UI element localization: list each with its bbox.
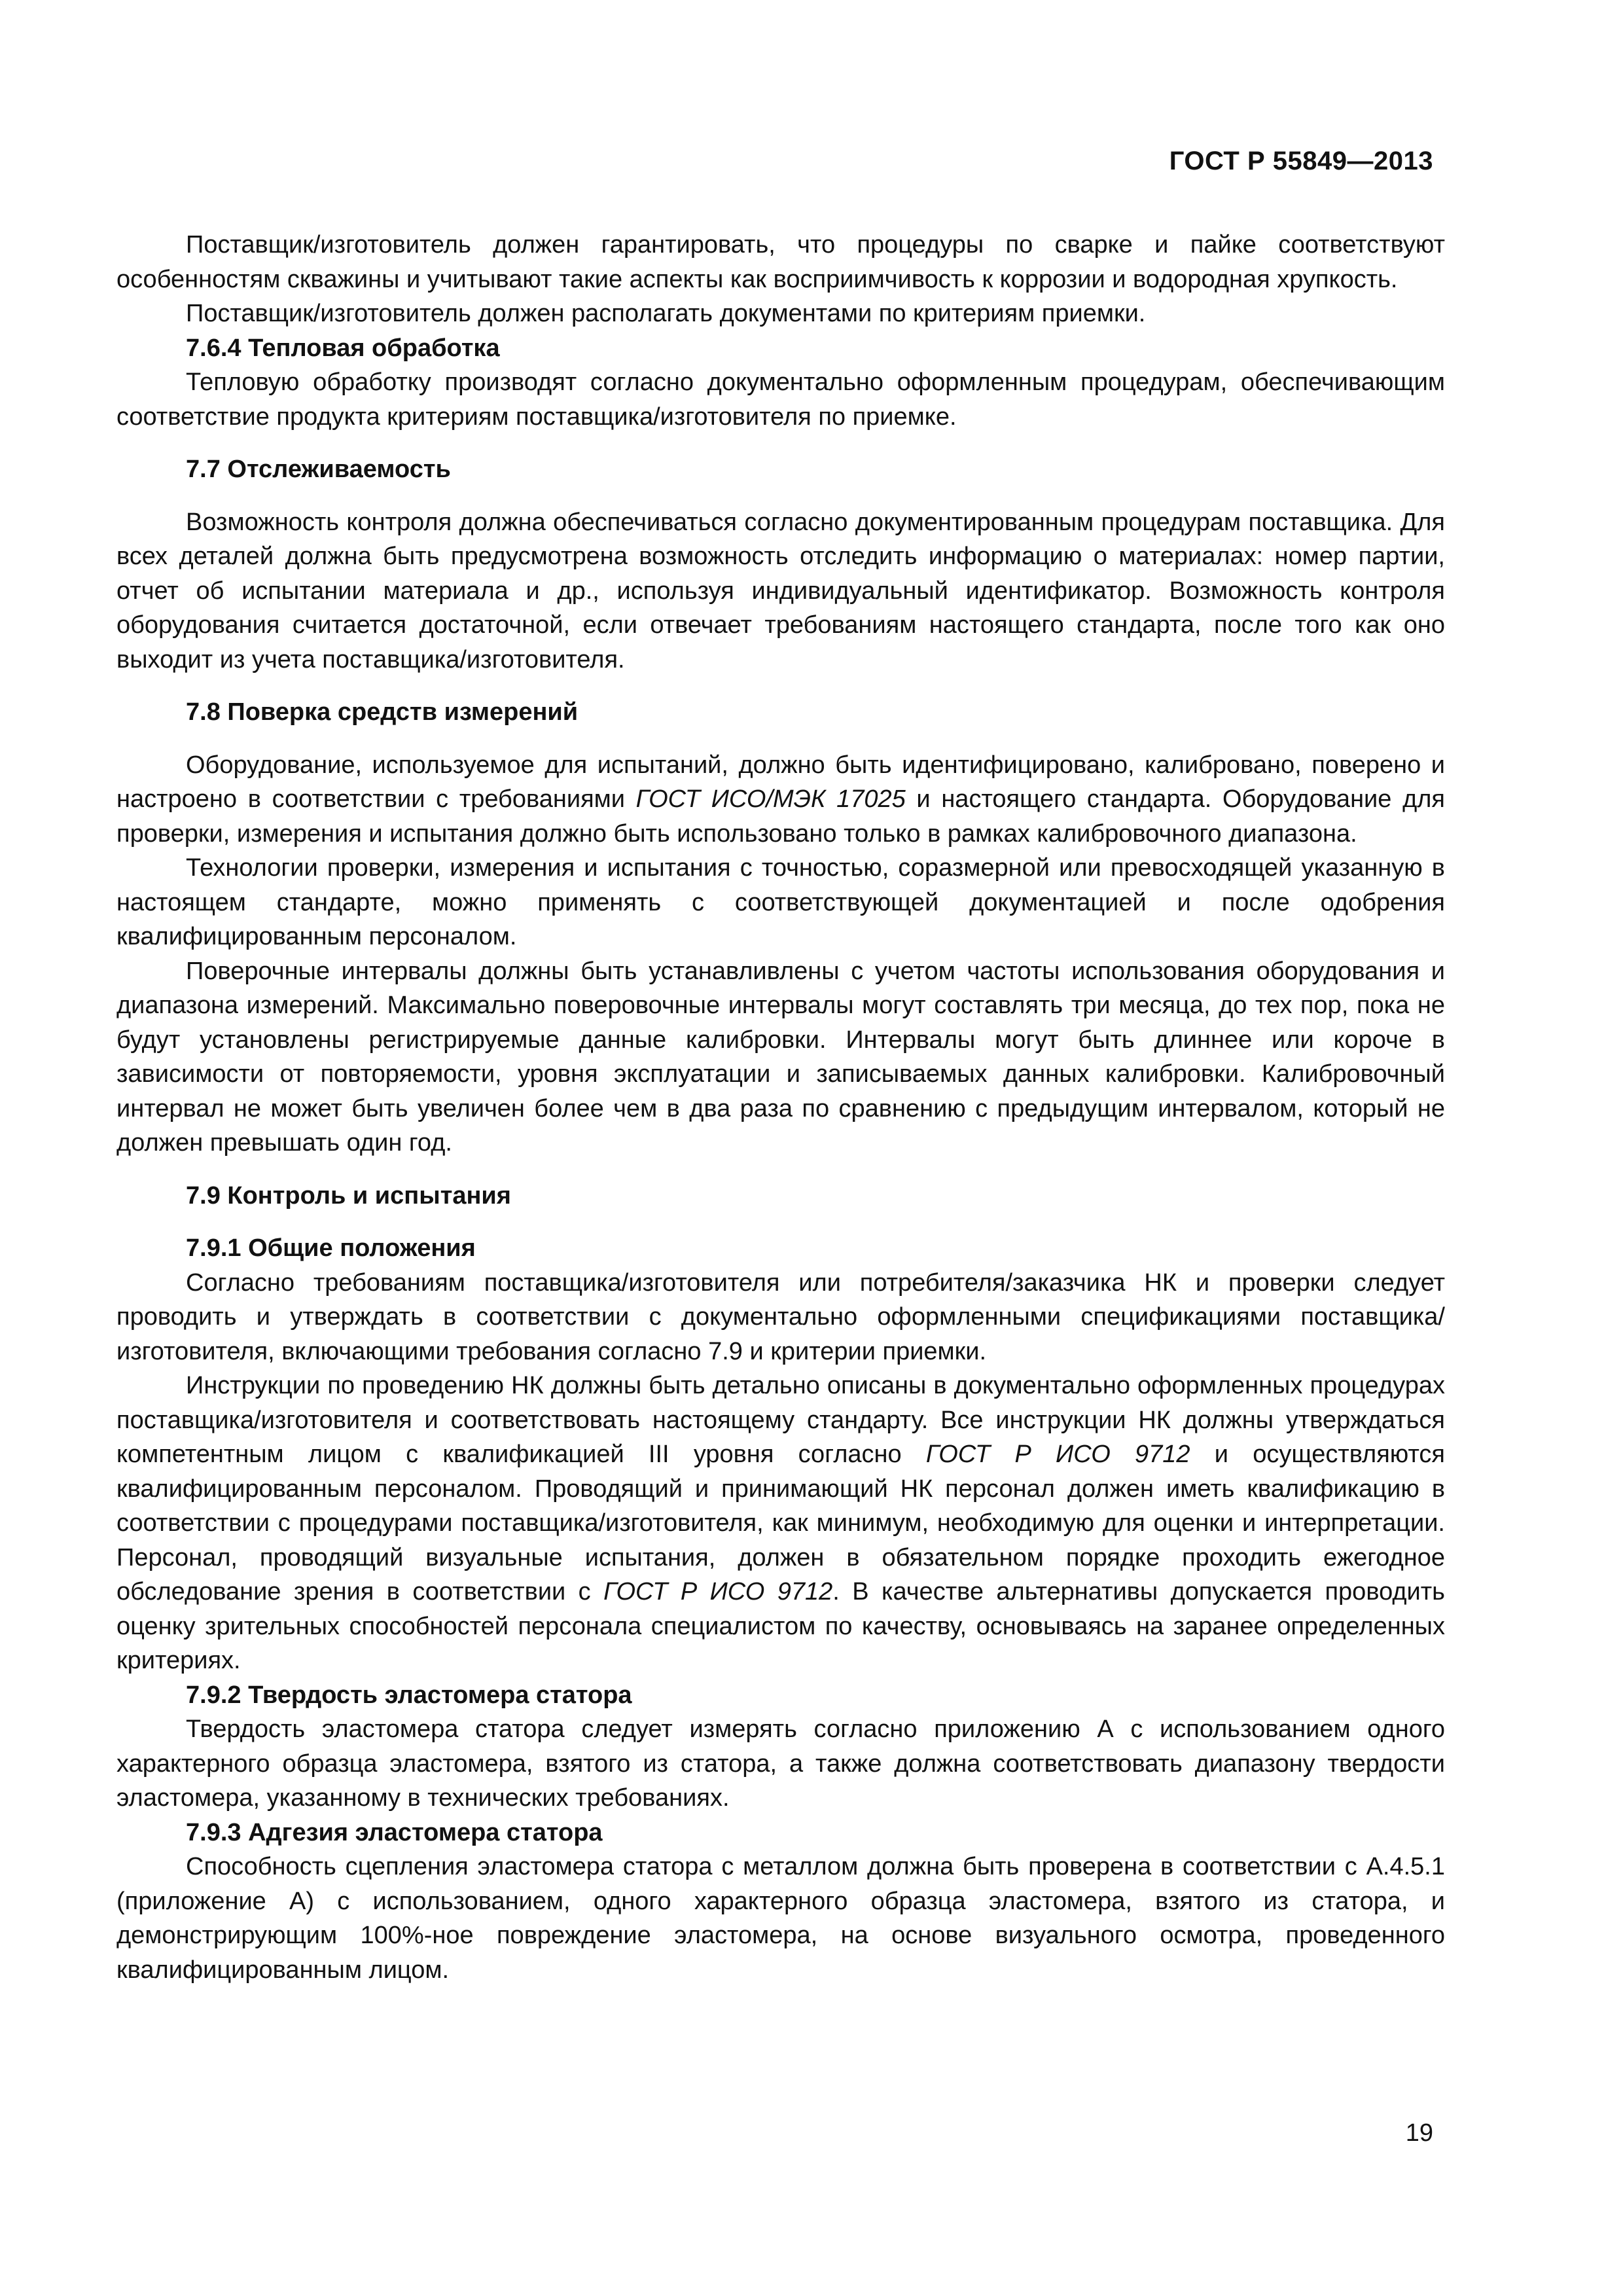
paragraph-calibration-intervals: Поверочные интервалы должны быть устанавливлены с учетом частоты использования оборудования и диапазона измерений. Максимально поверовочные интервалы могут составлять три месяца, до тех пор, пока не будут установлены регистрируемые данные калибровки. Интервалы могут быть длиннее или короче в зависимости от повторяемости, уровня эксплуатации и записываемых данных калибровки. Калибровочный интервал не может быть увеличен более чем в два раза по сравнению с предыдущим интервалом, который не должен превышать один год. [116, 957, 1445, 1157]
page-number: 19 [1405, 2119, 1433, 2147]
standard-reference: ГОСТ ИСО/МЭК 17025 [635, 785, 906, 813]
paragraph-elastomer-hardness: Твердость эластомера статора следует измерять согласно приложению А с использованием одного характерного образца эластомера, взятого из статора, а также должна соответствовать диапазону твердости эластомера, указанному в технических требованиях. [116, 1715, 1445, 1812]
paragraph-equipment-calibration [116, 748, 1445, 852]
heading-7-6-4: 7.6.4 Тепловая обработка [186, 334, 500, 362]
text-run: и настоящего стандарта. Оборудование для проверки, измерения и испытания должно быть использовано только в рамках калибровочного диапазона. [116, 785, 1446, 848]
text-run: Оборудование, используемое для испытаний, должно быть идентифицировано, калибровано, поверено и настроено в соответствии с требованиями [116, 751, 1445, 813]
heading-7-8: 7.8 Поверка средств измерений [186, 698, 579, 726]
heading-7-9-1: 7.9.1 Общие положения [186, 1234, 476, 1262]
paragraph-verification-technologies: Технологии проверки, измерения и испытания с точностью, соразмерной или превосходящей указанную в настоящем стандарте, можно применять с соответствующей документацией и после одобрения квалифицированным персоналом. [116, 854, 1445, 950]
heading-7-9-3: 7.9.3 Адгезия эластомера статора [186, 1818, 603, 1846]
standard-reference: ГОСТ Р ИСО 9712 [603, 1578, 833, 1605]
paragraph-ndt-requirements: Согласно требованиям поставщика/изготовителя или потребителя/заказчика НК и проверки следует проводить и утверждать в соответствии с документально оформленными спецификациями поставщика/изготовителя, включающими требования согласно 7.9 и критерии приемки. [116, 1268, 1445, 1365]
paragraph-acceptance-documents: Поставщик/изготовитель должен располагать документами по критериям приемки. [186, 300, 1146, 327]
heading-7-9-2: 7.9.2 Твердость эластомера статора [186, 1681, 632, 1709]
heading-7-7: 7.7 Отслеживаемость [186, 456, 451, 483]
standard-reference: ГОСТ Р ИСО 9712 [925, 1441, 1190, 1468]
text-run: . В качестве альтернативы допускается проводить оценку зрительных способностей персонала специалистом по качеству, основываясь на заранее определенных критериях. [116, 1578, 1445, 1674]
paragraph-traceability: Возможность контроля должна обеспечиваться согласно документированным процедурам поставщика. Для всех деталей должна быть предусмотрена возможность отследить информацию о материалах: номер партии, отчет об испытании материала и др., используя индивидуальный идентификатор. Возможность контроля оборудования считается достаточной, если отвечает требованиям настоящего стандарта, после того как оно выходит из учета поставщика/изготовителя. [116, 508, 1445, 673]
heading-7-9: 7.9 Контроль и испытания [186, 1181, 511, 1210]
paragraph-welding-procedures: Поставщик/изготовитель должен гарантировать, что процедуры по сварке и пайке соответствуют особенностям скважины и учитывают такие аспекты как восприимчивость к коррозии и водородная хрупкость. [116, 231, 1445, 293]
document-body [116, 228, 1445, 1987]
paragraph-ndt-instructions [116, 1369, 1445, 1678]
text-run: и осуществляются квалифицированным персоналом. Проводящий и принимающий НК персонал должен иметь квалификацию в соответствии с процедурами поставщика/изготовителя, как минимум, необходимую для оценки и интерпретации. Персонал, проводящий визуальные испытания, должен в обязательном порядке проходить ежегодное обследование зрения в соответствии с [116, 1441, 1446, 1605]
paragraph-heat-treatment: Тепловую обработку производят согласно документально оформленным процедурам, обеспечивающим соответствие продукта критериям поставщика/изготовителя по приемке. [116, 368, 1445, 431]
text-run: Инструкции по проведению НК должны быть детально описаны в документально оформленных процедурах поставщика/изготовителя и соответствовать настоящему стандарту. Все инструкции НК должны утверждаться компетентным лицом с квалификацией III уровня согласно [116, 1372, 1445, 1468]
document-standard-id: ГОСТ Р 55849—2013 [1169, 147, 1433, 175]
paragraph-elastomer-adhesion: Способность сцепления эластомера статора с металлом должна быть проверена в соответствии с А.4.5.1 (приложение А) с использованием, одного характерного образца эластомера, взятого из статора, и демонстрирующим 100%-ное повреждение эластомера, на основе визуального осмотра, проведенного квалифицированным лицом. [116, 1853, 1445, 1984]
